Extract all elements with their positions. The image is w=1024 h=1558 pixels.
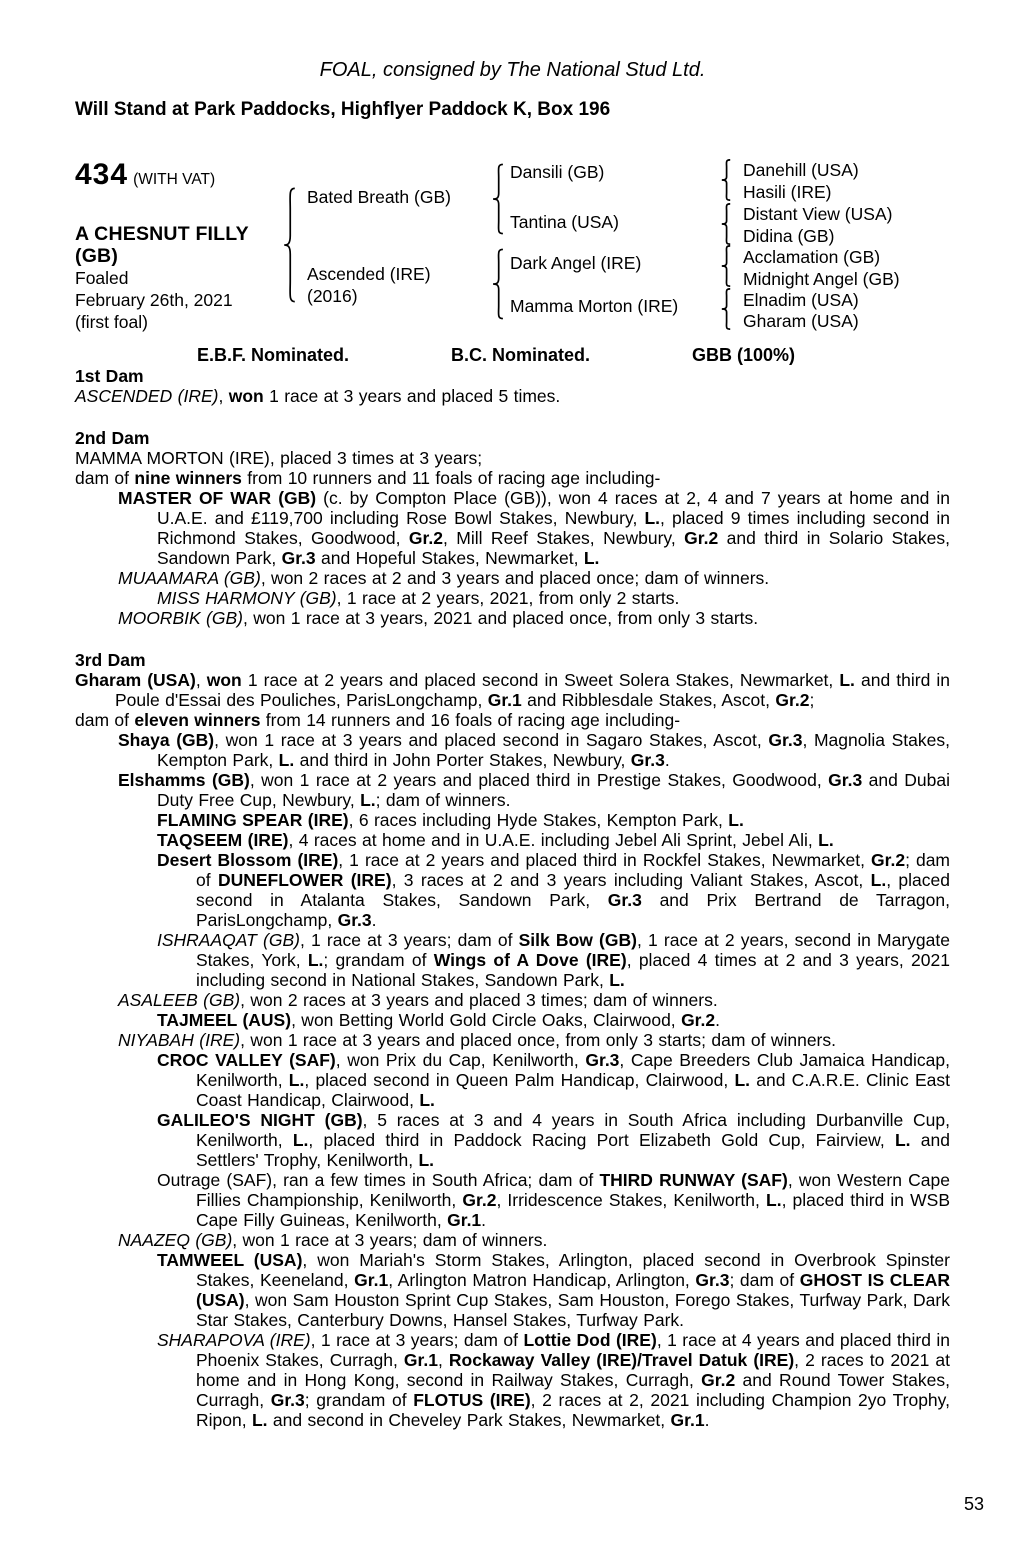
brace-icon (720, 203, 732, 245)
entry-muaamara: MUAAMARA (GB), won 2 races at 2 and 3 years and placed once; dam of winners. (118, 568, 770, 588)
ped-g2-2: Tantina (USA) (510, 212, 619, 232)
pedigree-table (75, 159, 950, 337)
entry-sharapova: SHARAPOVA (IRE), 1 race at 3 years; dam of Lottie Dod (IRE), 1 race at 4 years and placed third in Phoenix Stakes, Curragh, Gr.1, Rockaway Valley (IRE)/Travel Datuk (IRE), 2 races to 2021 at home and in Hong Kong, second in Railway Stakes, Curragh, Gr.2 and Round Tower Stakes, Curragh, Gr.3; grandam of FLOTUS (IRE), 2 races at 2, 2021 including Champion 2yo Trophy, Ripon, L. and second in Cheveley Park Stakes, Newmarket, Gr.1. (157, 1330, 951, 1430)
brace-icon (282, 186, 297, 304)
nominations-line (75, 345, 950, 365)
ebf-nominated: E.B.F. Nominated. (197, 345, 350, 365)
foaled-label: Foaled (75, 268, 129, 288)
consignor-line: FOAL, consigned by The National Stud Ltd. (319, 59, 706, 81)
stand-location-line: Will Stand at Park Paddocks, Highflyer Paddock K, Box 196 (75, 99, 611, 120)
entry-niyabah: NIYABAH (IRE), won 1 race at 3 years and placed once, from only 3 starts; dam of winners. (118, 1030, 836, 1050)
bc-nominated: B.C. Nominated. (450, 345, 590, 365)
lot-info (75, 159, 287, 333)
ped-g3-4: Didina (GB) (743, 226, 835, 246)
mamma-morton-line: MAMMA MORTON (IRE), placed 3 times at 3 years; (75, 448, 483, 468)
dam-of-eleven-winners-line: dam of eleven winners from 14 runners and 16 foals of racing age including- (75, 710, 681, 730)
entry-tajmeel: TAJMEEL (AUS), won Betting World Gold Circle Oaks, Clairwood, Gr.2. (157, 1010, 720, 1030)
entry-croc-valley: CROC VALLEY (SAF), won Prix du Cap, Kenilworth, Gr.3, Cape Breeders Club Jamaica Handicap, Kenilworth, L., placed second in Queen Palm Handicap, Clairwood, L. and C.A.R.E. Clinic East Coast Handicap, Clairwood, L. (157, 1050, 950, 1110)
brace-icon (491, 163, 505, 235)
ped-g3-5: Acclamation (GB) (743, 247, 881, 267)
dam-of-nine-winners-line: dam of nine winners from 10 runners and 11 foals of racing age including- (75, 468, 661, 488)
entry-galileos-night: GALILEO'S NIGHT (GB), 5 races at 3 and 4 years in South Africa including Durbanville Cup, Kenilworth, L., placed third in Paddock Racing Port Elizabeth Gold Cup, Fairview, L. and Settlers' Trophy, Kenilworth, L. (157, 1110, 950, 1170)
ped-dam: Ascended (IRE) (307, 264, 431, 284)
brace-icon (720, 245, 732, 287)
ped-dam-year: (2016) (307, 286, 358, 306)
heading-2nd-dam: 2nd Dam (75, 428, 150, 448)
heading-1st-dam: 1st Dam (75, 366, 144, 386)
entry-moorbik: MOORBIK (GB), won 1 race at 3 years, 2021 and placed once, from only 3 starts. (118, 608, 759, 628)
horse-name: A CHESNUT FILLY (GB) (75, 223, 249, 267)
ped-sire: Bated Breath (GB) (307, 187, 451, 207)
ped-g3-6: Midnight Angel (GB) (743, 269, 900, 289)
ped-g2-1: Dansili (GB) (510, 162, 605, 182)
entry-ishraaqat: ISHRAAQAT (GB), 1 race at 3 years; dam of Silk Bow (GB), 1 race at 2 years, second in Marygate Stakes, York, L.; grandam of Wings of A Dove (IRE), placed 4 times at 2 and 3 years, 2021 including second in National Stakes, Sandown Park, L. (157, 930, 950, 990)
brace-icon (491, 248, 505, 320)
lot-vat-note: (WITH VAT) (133, 171, 216, 188)
brace-icon (720, 159, 732, 201)
ped-g2-3: Dark Angel (IRE) (510, 253, 642, 273)
entry-elshamms: Elshamms (GB), won 1 race at 2 years and placed third in Prestige Stakes, Goodwood, Gr.3 and Dubai Duty Free Cup, Newbury, L.; dam of winners. (118, 770, 950, 810)
gbb-note: GBB (100%) (691, 345, 795, 365)
entry-taqseem: TAQSEEM (IRE), 4 races at home and in U.A.E. including Jebel Ali Sprint, Jebel Ali, L. (157, 830, 834, 850)
ped-g3-7: Elnadim (USA) (743, 290, 859, 310)
entry-outrage: Outrage (SAF), ran a few times in South Africa; dam of THIRD RUNWAY (SAF), won Western Cape Fillies Championship, Kenilworth, Gr.2, Irridescence Stakes, Kenilworth, L., placed third in WSB Cape Filly Guineas, Kenilworth, Gr.1. (157, 1170, 950, 1230)
entry-desert-blossom: Desert Blossom (IRE), 1 race at 2 years and placed third in Rockfel Stakes, Newmarket, Gr.2; dam of DUNEFLOWER (IRE), 3 races at 2 and 3 years including Valiant Stakes, Ascot, L., placed second in Atalanta Stakes, Sandown Park, Gr.3 and Prix Bertrand de Tarragon, ParisLongchamp, Gr.3. (157, 850, 951, 930)
entry-flaming-spear: FLAMING SPEAR (IRE), 6 races including Hyde Stakes, Kempton Park, L. (157, 810, 744, 830)
entry-tamweel: TAMWEEL (USA), won Mariah's Storm Stakes, Arlington, placed second in Overbrook Spinster Stakes, Keeneland, Gr.1, Arlington Matron Handicap, Arlington, Gr.3; dam of GHOST IS CLEAR (USA), won Sam Houston Sprint Cup Stakes, Sam Houston, Forego Stakes, Turfway Park, Dark Star Stakes, Canterbury Downs, Hansel Stakes, Turfway Park. (157, 1250, 951, 1330)
ped-g3-2: Hasili (IRE) (743, 182, 832, 202)
ped-g3-1: Danehill (USA) (743, 160, 859, 180)
ped-g2-4: Mamma Morton (IRE) (510, 296, 679, 316)
ascended-line: ASCENDED (IRE), won 1 race at 3 years and placed 5 times. (75, 386, 561, 406)
ped-g3-8: Gharam (USA) (743, 311, 859, 331)
entry-shaya: Shaya (GB), won 1 race at 3 years and placed second in Sagaro Stakes, Ascot, Gr.3, Magnolia Stakes, Kempton Park, L. and third in John Porter Stakes, Newbury, Gr.3. (118, 730, 950, 770)
brace-icon (720, 288, 732, 330)
entry-master-of-war: MASTER OF WAR (GB) (c. by Compton Place (GB)), won 4 races at 2, 4 and 7 years at home and in U.A.E. and £119,700 including Rose Bowl Stakes, Newbury, L., placed 9 times including second in Richmond Stakes, Goodwood, Gr.2, Mill Reef Stakes, Newbury, Gr.2 and third in Solario Stakes, Sandown Park, Gr.3 and Hopeful Stakes, Newmarket, L. (118, 488, 950, 568)
ped-g3-3: Distant View (USA) (743, 204, 893, 224)
entry-miss-harmony: MISS HARMONY (GB), 1 race at 2 years, 2021, from only 2 starts. (157, 588, 680, 608)
lot-line (75, 159, 287, 196)
entry-naazeq: NAAZEQ (GB), won 1 race at 3 years; dam of winners. (118, 1230, 548, 1250)
page-number: 53 (963, 1494, 984, 1514)
foal-note: (first foal) (75, 312, 148, 332)
entry-gharam: Gharam (USA), won 1 race at 2 years and placed second in Sweet Solera Stakes, Newmarket, L. and third in Poule d'Essai des Pouliches, ParisLongchamp, Gr.1 and Ribblesdale Stakes, Ascot, Gr.2; (75, 670, 950, 710)
pedigree-body (75, 366, 950, 1430)
heading-3rd-dam: 3rd Dam (75, 650, 146, 670)
lot-number: 434 (75, 158, 129, 191)
foaled-date: February 26th, 2021 (75, 290, 233, 310)
entry-asaleeb: ASALEEB (GB), won 2 races at 3 years and placed 3 times; dam of winners. (118, 990, 718, 1010)
